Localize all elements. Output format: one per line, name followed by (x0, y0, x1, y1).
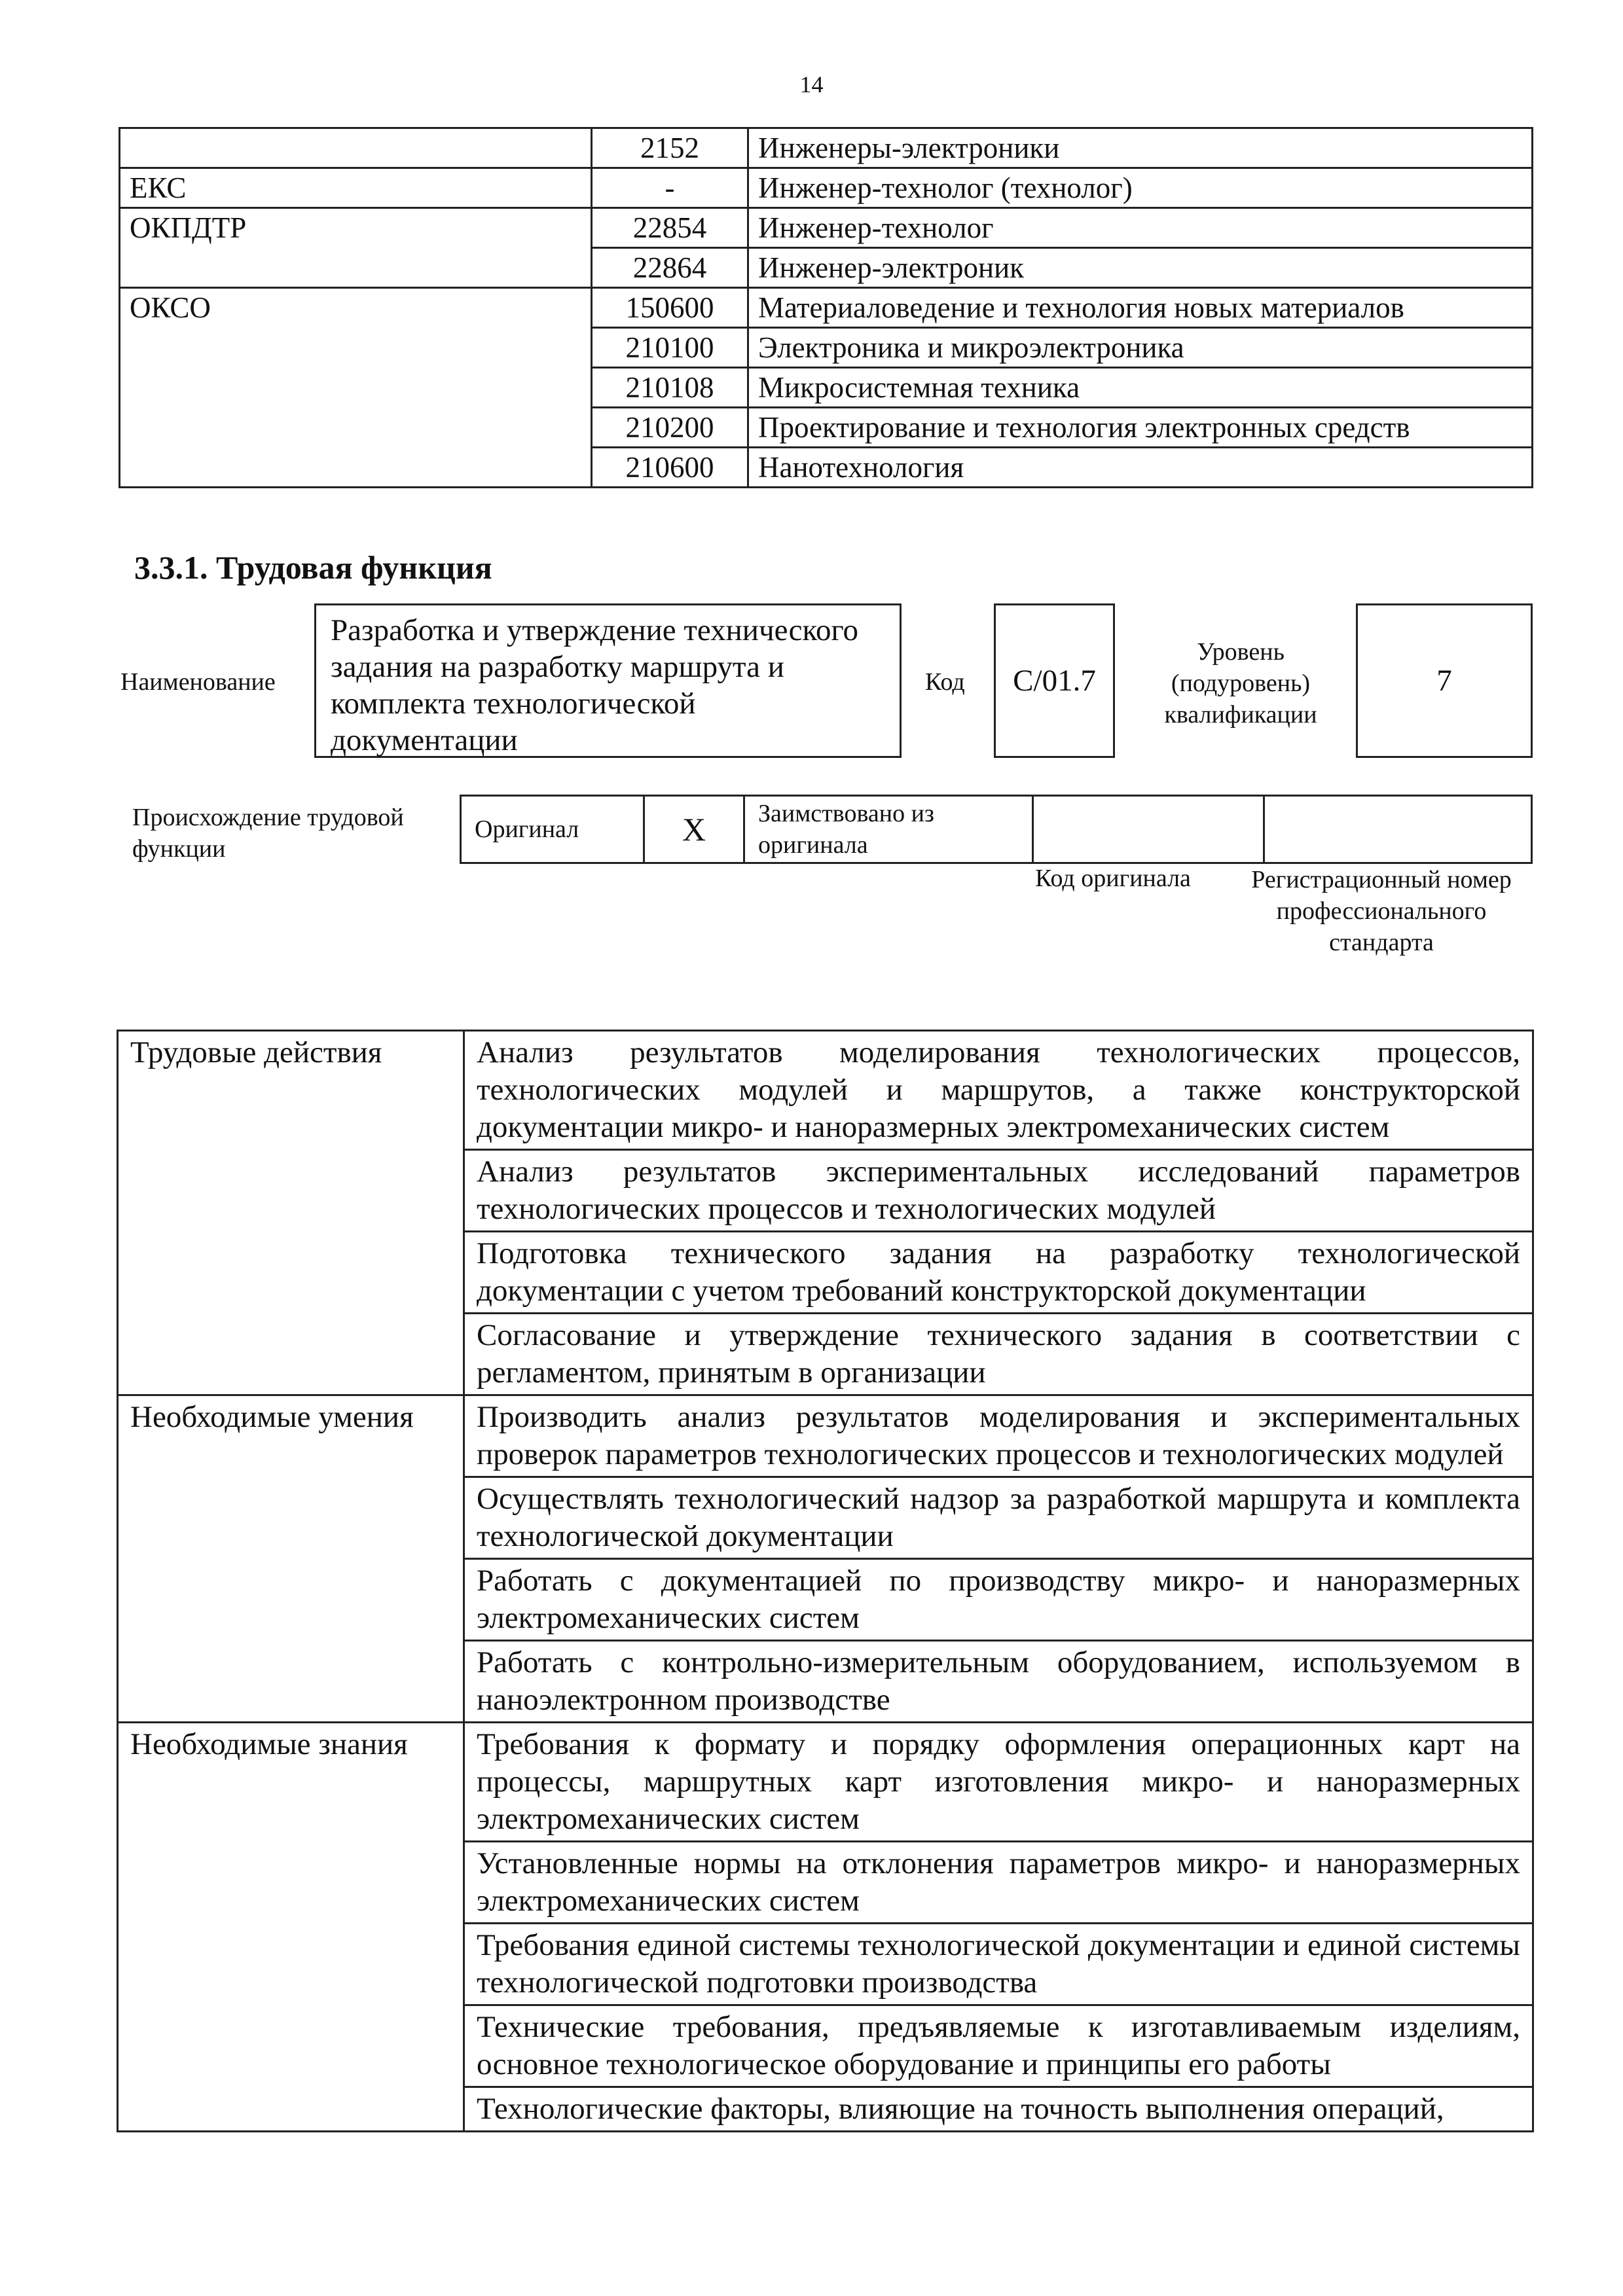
title-cell: Проектирование и технология электронных средств (748, 408, 1533, 448)
title-cell: Микросистемная техника (748, 368, 1533, 408)
title-cell: Электроника и микроэлектроника (748, 328, 1533, 368)
knowledge-label-cell: Необходимые знания (118, 1723, 464, 2132)
category-cell: ЕКС (120, 168, 592, 208)
table-row (118, 1031, 1533, 1150)
title-cell: Инженер-технолог (748, 208, 1533, 248)
title-cell: Инженер-технолог (технолог) (748, 168, 1533, 208)
table-row (120, 208, 1533, 248)
actions-label-cell: Трудовые действия (118, 1031, 464, 1395)
action-item: Подготовка технического задания на разработку технологической документации с учетом требований конструкторской документации (464, 1232, 1533, 1314)
action-item: Анализ результатов экспериментальных исследований параметров технологических процессов и технологических модулей (464, 1150, 1533, 1232)
knowledge-item: Технические требования, предъявляемые к изготавливаемым изделиям, основное технологическое оборудование и принципы его работы (464, 2005, 1533, 2087)
title-cell: Инженер-электроник (748, 248, 1533, 288)
code-label: Код (925, 668, 965, 696)
original-code-cell (1033, 796, 1264, 863)
table-row (118, 1723, 1533, 1842)
registration-number-cell (1264, 796, 1532, 863)
knowledge-item: Технологические факторы, влияющие на точность выполнения операций, (464, 2087, 1533, 2132)
borrowed-label-cell: Заимствовано из оригинала (744, 796, 1033, 863)
knowledge-item: Требования единой системы технологической документации и единой системы технологической подготовки производства (464, 1924, 1533, 2005)
skill-item: Осуществлять технологический надзор за разработкой маршрута и комплекта технологической документации (464, 1477, 1533, 1559)
original-code-caption: Код оригинала (1035, 865, 1191, 892)
table-row (461, 796, 1532, 863)
table-row (120, 128, 1533, 168)
skill-item: Работать с контрольно-измерительным оборудованием, используемом в наноэлектронном производстве (464, 1641, 1533, 1723)
code-cell: 210200 (592, 408, 748, 448)
knowledge-item: Требования к формату и порядку оформления операционных карт на процессы, маршрутных карт изготовления микро- и наноразмерных электромеханических систем (464, 1723, 1533, 1842)
level-label-line: Уровень (1197, 638, 1285, 666)
category-cell: ОКСО (120, 288, 592, 488)
table-row (118, 1395, 1533, 1477)
skill-item: Производить анализ результатов моделирования и экспериментальных проверок параметров технологических процессов и технологических модулей (464, 1395, 1533, 1477)
knowledge-item: Установленные нормы на отклонения параметров микро- и наноразмерных электромеханических систем (464, 1842, 1533, 1924)
category-cell: ОКПДТР (120, 208, 592, 288)
page-number: 14 (799, 71, 824, 98)
title-cell: Материаловедение и технология новых материалов (748, 288, 1533, 328)
code-cell: 2152 (592, 128, 748, 168)
origin-table (460, 795, 1533, 864)
registration-number-caption: Регистрационный номер профессионального стандарта (1251, 866, 1512, 956)
origin-label: Происхождение трудовой функции (132, 804, 404, 863)
section-title: 3.3.1. Трудовая функция (134, 549, 492, 586)
code-cell: - (592, 168, 748, 208)
level-label-line: (подуровень) (1171, 670, 1311, 697)
code-cell: 22854 (592, 208, 748, 248)
action-item: Анализ результатов моделирования технологических процессов, технологических модулей и маршрутов, а также конструкторской документации микро- и наноразмерных электромеханических систем (464, 1031, 1533, 1150)
level-label-line: квалификации (1164, 701, 1317, 728)
original-label-cell: Оригинал (461, 796, 644, 863)
title-cell: Нанотехнология (748, 448, 1533, 488)
table-row (120, 168, 1533, 208)
action-item: Согласование и утверждение технического задания в соответствии с регламентом, принятым в организации (464, 1314, 1533, 1395)
code-cell: 22864 (592, 248, 748, 288)
function-details-table (117, 1030, 1534, 2132)
skills-label-cell: Необходимые умения (118, 1395, 464, 1723)
table-row (120, 288, 1533, 328)
original-mark-cell: X (644, 796, 744, 863)
code-cell: 210600 (592, 448, 748, 488)
function-name-box: Разработка и утверждение технического задания на разработку маршрута и комплекта технологической документации (314, 603, 902, 758)
code-cell: 210100 (592, 328, 748, 368)
name-label: Наименование (120, 668, 276, 696)
category-cell (120, 128, 592, 168)
qualification-level-box: 7 (1356, 603, 1533, 758)
classification-table (119, 127, 1533, 488)
function-code-box: C/01.7 (994, 603, 1115, 758)
title-cell: Инженеры-электроники (748, 128, 1533, 168)
code-cell: 210108 (592, 368, 748, 408)
skill-item: Работать с документацией по производству микро- и наноразмерных электромеханических систем (464, 1559, 1533, 1641)
qualification-level-label (1136, 636, 1345, 730)
code-cell: 150600 (592, 288, 748, 328)
